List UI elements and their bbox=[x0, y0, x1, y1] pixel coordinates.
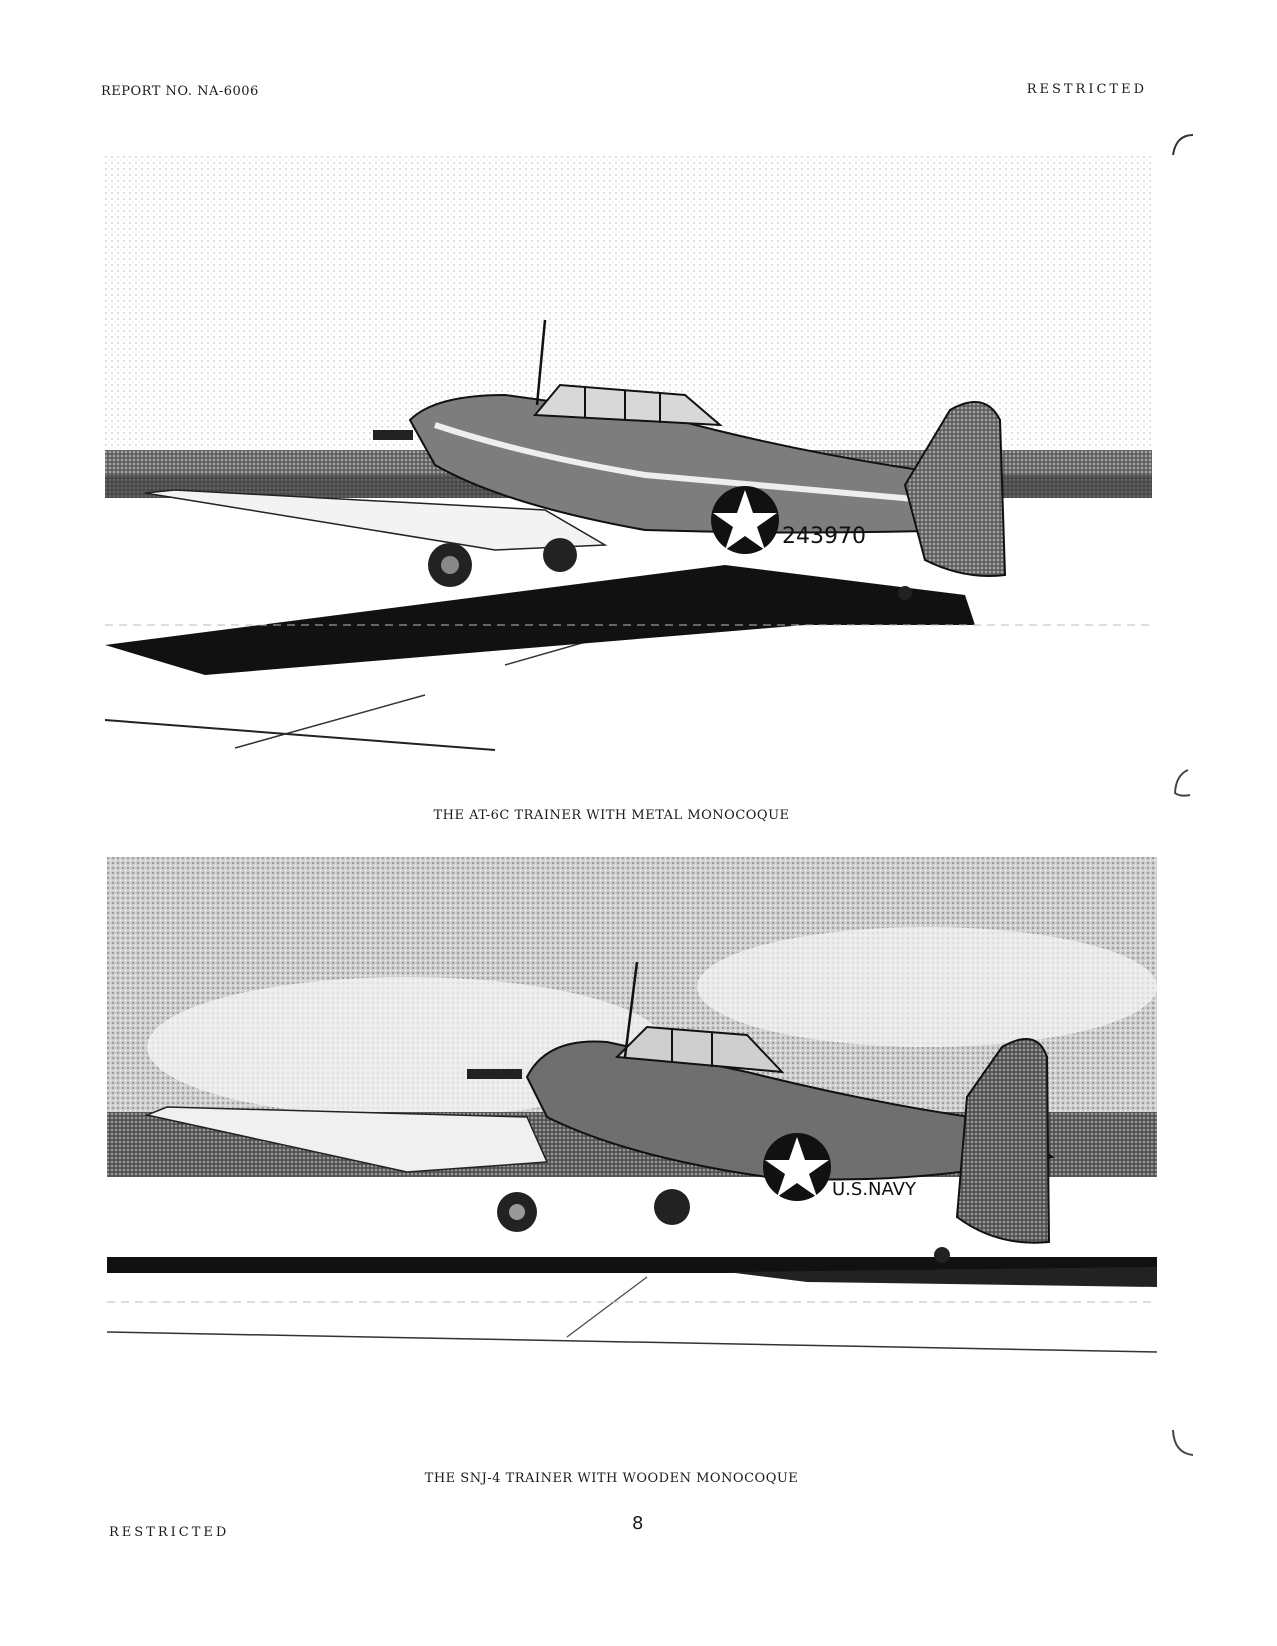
photo-snj4-trainer bbox=[107, 857, 1157, 1432]
binder-hole-mark-bottom bbox=[1168, 1425, 1198, 1465]
header-classification: RESTRICTED bbox=[1026, 82, 1147, 97]
caption-snj4: THE SNJ-4 TRAINER WITH WOODEN MONOCOQUE bbox=[424, 1471, 799, 1486]
binder-hole-mark-top bbox=[1168, 130, 1198, 170]
footer-classification: RESTRICTED bbox=[109, 1525, 230, 1540]
caption-at6c: THE AT-6C TRAINER WITH METAL MONOCOQUE bbox=[433, 808, 790, 823]
binder-hole-mark-middle bbox=[1168, 765, 1198, 805]
tail-marking-at6c: 243970 bbox=[782, 524, 866, 549]
photo-at6c-trainer bbox=[105, 155, 1152, 795]
page-number: 8 bbox=[632, 1513, 644, 1534]
tail-marking-snj4: U.S.NAVY bbox=[832, 1179, 916, 1200]
report-number: REPORT NO. NA-6006 bbox=[101, 84, 259, 99]
